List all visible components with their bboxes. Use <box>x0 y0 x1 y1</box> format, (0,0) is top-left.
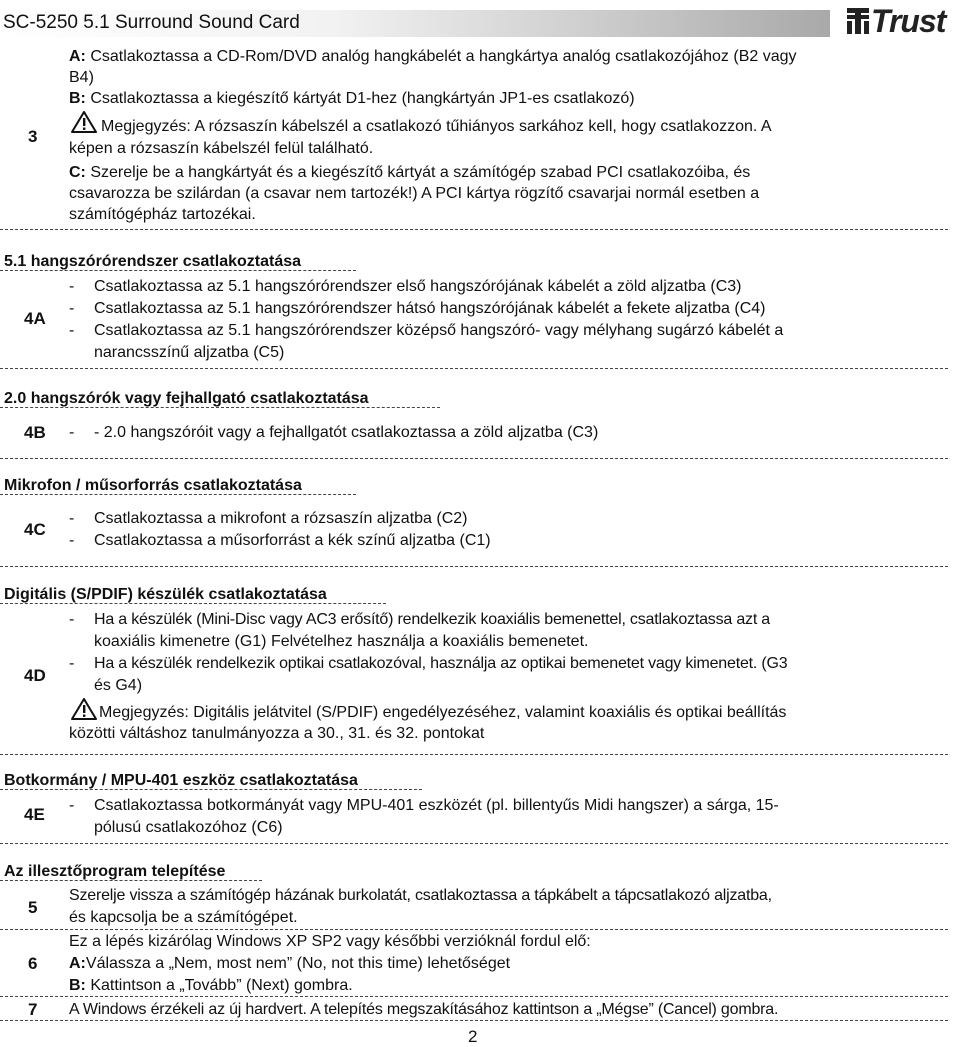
step-number-4b: 4B <box>24 423 46 442</box>
section-divider <box>0 368 948 369</box>
section-divider <box>0 929 948 930</box>
heading-underline <box>0 603 386 604</box>
list-dash: - <box>69 322 75 339</box>
step4d-note-line1: Megjegyzés: Digitális jelátvitel (S/PDIF) engedélyezéséhez, valamint koaxiális és optikai beállítás <box>99 704 787 721</box>
list-dash: - <box>69 300 75 317</box>
warning-icon <box>71 111 97 133</box>
step3-c-line2: csavarozza be szilárdan (a csavar nem tartozék!) A PCI kártya rögzítő csavarjai normál esetben a <box>69 185 760 202</box>
list-dash: - <box>69 611 75 628</box>
step3-a-line2: B4) <box>69 69 94 86</box>
list-dash: - <box>69 655 75 672</box>
step-number-4a: 4A <box>24 309 46 328</box>
step3-note-line2: képen a rózsaszín kábelszél felül található. <box>69 140 374 157</box>
step4d-item1-line2: koaxiális kimenetre (G1) Felvételhez használja a koaxiális bemenetet. <box>94 633 589 650</box>
brand-logo <box>847 4 957 38</box>
step3-b-line: B: Csatlakoztassa a kiegészítő kártyát D1-hez (hangkártyán JP1-es csatlakozó) <box>69 90 635 107</box>
brand-wordmark: Trust <box>871 3 946 39</box>
step4d-item1-line1: Ha a készülék (Mini-Disc vagy AC3 erősítő) rendelkezik koaxiális bemenettel, csatlakoztassa azt a <box>94 611 771 628</box>
page-header <box>0 0 960 40</box>
heading-underline <box>0 494 356 495</box>
step7-line: A Windows érzékeli az új hardvert. A telepítés megszakításához kattintson a „Mégse” (Cancel) gombra. <box>69 1001 779 1018</box>
step-number-5: 5 <box>28 898 38 917</box>
step4b-item1: - 2.0 hangszóróit vagy a fejhallgatót csatlakoztassa a zöld aljzatba (C3) <box>94 424 599 441</box>
step3-c-line3: számítógépház tartozékai. <box>69 206 256 223</box>
section-divider <box>0 229 948 230</box>
list-dash: - <box>69 424 75 441</box>
list-dash: - <box>69 532 75 549</box>
step4a-item3-line2: narancsszínű aljzatba (C5) <box>94 344 285 361</box>
heading-underline <box>0 407 440 408</box>
step4e-item1-line2: pólusú csatlakozóhoz (C6) <box>94 819 283 836</box>
step-number-6: 6 <box>28 954 38 973</box>
list-dash: - <box>69 797 75 814</box>
step4c-item1: Csatlakoztassa a mikrofont a rózsaszín aljzatba (C2) <box>94 510 468 527</box>
section-heading-4b: 2.0 hangszórók vagy fejhallgató csatlakoztatása <box>4 390 369 407</box>
step4d-item2-line1: Ha a készülék rendelkezik optikai csatlakozóval, használja az optikai bemenetet vagy kimenetet. (G3 <box>94 655 788 672</box>
step-number-4c: 4C <box>24 520 46 539</box>
page-number: 2 <box>468 1027 478 1046</box>
step-number-7: 7 <box>28 1000 38 1019</box>
step-number-4e: 4E <box>24 805 45 824</box>
section-divider <box>0 996 948 997</box>
step4d-item2-line2: és G4) <box>94 677 143 694</box>
section-heading-4c: Mikrofon / műsorforrás csatlakoztatása <box>4 477 302 494</box>
step3-note-line1: Megjegyzés: A rózsaszín kábelszél a csatlakozó tűhiányos sarkához kell, hogy csatlakozzon. A <box>101 118 772 135</box>
step4c-item2: Csatlakoztassa a műsorforrást a kék színű aljzatba (C1) <box>94 532 491 549</box>
step4a-item3-line1: Csatlakoztassa az 5.1 hangszórórendszer középső hangszóró- vagy mélyhang sugárzó kábelét a <box>94 322 784 339</box>
section-divider <box>0 566 948 567</box>
step-number-4d: 4D <box>24 666 46 685</box>
step-number-3: 3 <box>28 127 38 146</box>
section-divider <box>0 754 948 755</box>
section-heading-driver: Az illesztőprogram telepítése <box>4 863 226 880</box>
step3-a-line1: A: Csatlakoztassa a CD-Rom/DVD analóg hangkábelét a hangkártya analóg csatlakozójához (B2 vagy <box>69 48 797 65</box>
list-dash: - <box>69 510 75 527</box>
section-divider <box>0 1020 948 1021</box>
step6-b-line: B: Kattintson a „Tovább” (Next) gombra. <box>69 977 353 994</box>
step6-a-line: A:Válassza a „Nem, most nem” (No, not this time) lehetőséget <box>69 955 511 972</box>
heading-underline <box>0 789 422 790</box>
section-divider <box>0 458 948 459</box>
step4e-item1-line1: Csatlakoztassa botkormányát vagy MPU-401 eszközét (pl. billentyűs Midi hangszer) a sárga, 15- <box>94 797 779 814</box>
step4a-item1: Csatlakoztassa az 5.1 hangszórórendszer első hangszórójának kábelét a zöld aljzatba (C3) <box>94 278 742 295</box>
heading-underline <box>0 880 262 881</box>
logo-mark-icon <box>847 8 869 34</box>
step6-line1: Ez a lépés kizárólag Windows XP SP2 vagy későbbi verzióknál fordul elő: <box>69 933 591 950</box>
section-heading-4a: 5.1 hangszórórendszer csatlakoztatása <box>4 253 302 270</box>
step4a-item2: Csatlakoztassa az 5.1 hangszórórendszer hátsó hangszórójának kábelét a fekete aljzatba (C4) <box>94 300 766 317</box>
step5-line1: Szerelje vissza a számítógép házának burkolatát, csatlakoztassa a tápkábelt a tápcsatlakozó aljzatba, <box>69 887 772 904</box>
section-divider <box>0 843 948 844</box>
heading-underline <box>0 270 356 271</box>
section-heading-4d: Digitális (S/PDIF) készülék csatlakoztatása <box>4 586 327 603</box>
step4d-note-line2: közötti váltáshoz tanulmányozza a 30., 31. és 32. pontokat <box>69 725 485 742</box>
step5-line2: és kapcsolja be a számítógépet. <box>69 909 298 926</box>
section-heading-4e: Botkormány / MPU-401 eszköz csatlakoztatása <box>4 772 358 789</box>
warning-icon <box>71 698 97 720</box>
document-title: SC-5250 5.1 Surround Sound Card <box>3 12 300 33</box>
list-dash: - <box>69 278 75 295</box>
step3-c-line1: C: Szerelje be a hangkártyát és a kiegészítő kártyát a számítógép szabad PCI csatlakozóiba, és <box>69 164 751 181</box>
